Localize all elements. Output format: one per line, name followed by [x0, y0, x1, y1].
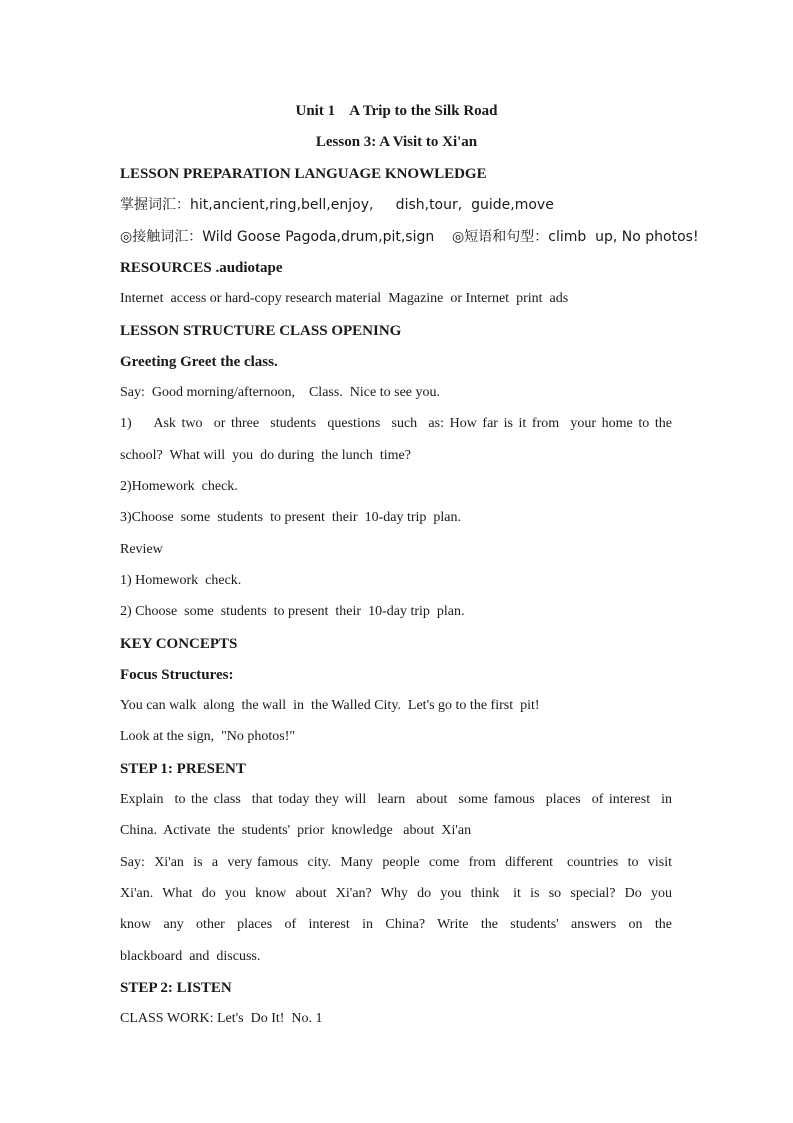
lesson-title: Lesson 3: A Visit to Xi'an	[315, 134, 478, 150]
section-heading: RESOURCES .audiotape	[120, 259, 283, 276]
text-line: You can walk along the wall in the Walled City. Let's go to the first pit!	[120, 698, 540, 714]
section-heading: LESSON STRUCTURE CLASS OPENING	[120, 322, 402, 339]
text-line: 3)Choose some students to present their 10-day trip plan.	[120, 510, 461, 526]
section-heading: Greeting Greet the class.	[120, 353, 278, 370]
text-line: Say: Good morning/afternoon, Class. Nice to see you.	[120, 385, 441, 401]
text-line: Internet access or hard-copy research material Magazine or Internet print ads	[120, 291, 569, 307]
text-line: Review	[120, 541, 163, 557]
text-line: Xi'an. What do you know about Xi'an? Why do you think it is so special? Do you	[120, 885, 672, 901]
section-heading: LESSON PREPARATION LANGUAGE KNOWLEDGE	[120, 166, 487, 182]
text-line: 1) Ask two or three students questions such as: How far is it from your home to the	[120, 416, 672, 432]
text-line: ◎接触词汇：Wild Goose Pagoda,drum,pit,sign ◎短语和句型：climb up, No photos!	[120, 228, 699, 245]
text-line: CLASS WORK: Let's Do It! No. 1	[120, 1011, 323, 1027]
section-heading: KEY CONCEPTS	[120, 635, 238, 652]
text-line: blackboard and discuss.	[120, 948, 261, 964]
text-line: school? What will you do during the lunch time?	[120, 447, 411, 463]
text-line: Explain to the class that today they will learn about some famous places of interest in	[120, 792, 672, 807]
section-heading: STEP 2: LISTEN	[120, 979, 232, 996]
text-line: 1) Homework check.	[120, 572, 242, 588]
unit-title: Unit 1 A Trip to the Silk Road	[295, 103, 498, 119]
section-heading: Focus Structures:	[120, 666, 234, 683]
section-heading: STEP 1: PRESENT	[120, 760, 246, 777]
text-line: 2) Choose some students to present their 10-day trip plan.	[120, 604, 465, 620]
text-line: 2)Homework check.	[120, 479, 238, 494]
text-line: Say: Xi'an is a very famous city. Many people come from different countries to visit	[120, 854, 672, 870]
text-line: Look at the sign, "No photos!"	[120, 729, 296, 745]
text-line: 掌握词汇：hit,ancient,ring,bell,enjoy, dish,tour, guide,move	[120, 197, 554, 214]
text-line: know any other places of interest in China? Write the students' answers on the	[120, 917, 672, 933]
text-line: China. Activate the students' prior knowledge about Xi'an	[120, 823, 472, 839]
